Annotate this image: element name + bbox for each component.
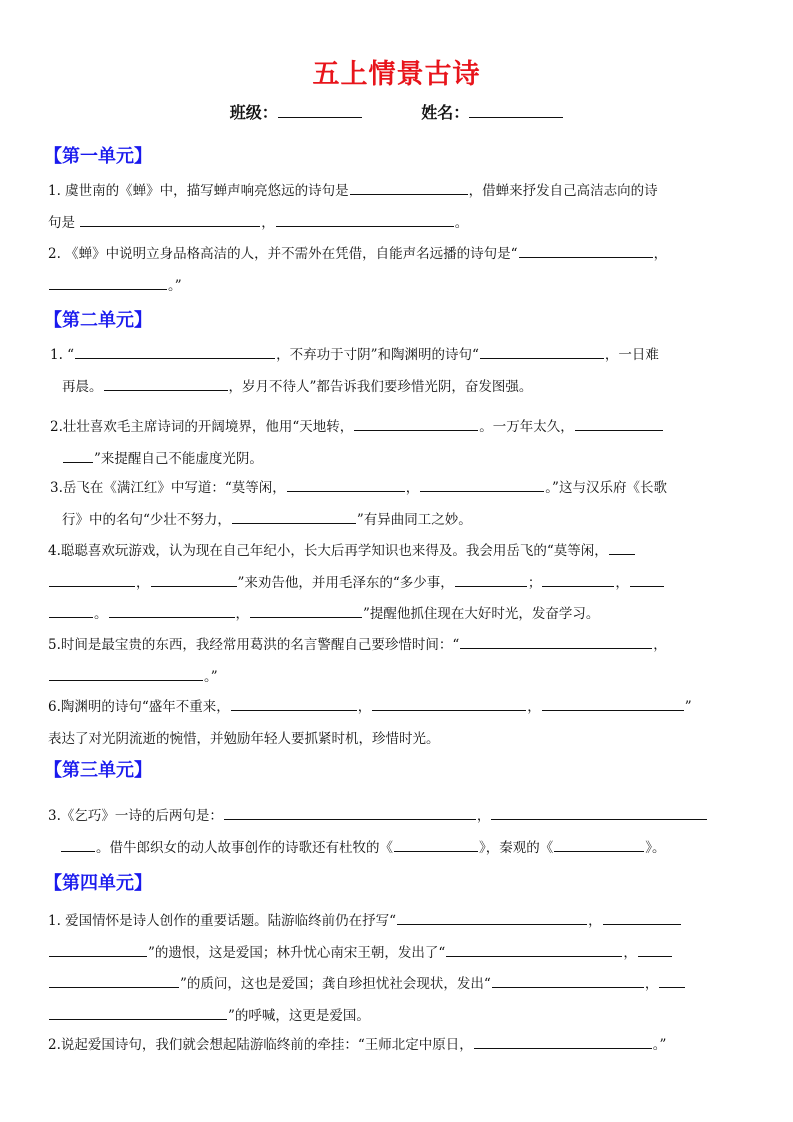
answer-blank[interactable] [80,213,260,227]
text: ， [527,699,541,715]
answer-blank[interactable] [372,697,526,711]
text: ” [684,699,692,715]
answer-blank[interactable] [49,943,147,957]
answer-blank[interactable] [554,838,644,852]
text: ”的呼喊，这更是爱国。 [228,1007,370,1024]
answer-blank[interactable] [492,974,644,988]
page-title: 五上情景古诗 [312,59,481,90]
answer-blank[interactable] [49,573,135,587]
question-u3q3 [48,801,748,864]
answer-blank[interactable] [49,667,203,681]
answer-blank[interactable] [49,276,167,290]
unit-2-heading: 【第二单元】 [44,310,152,331]
text: 。”这与汉乐府《长歌 [545,480,667,496]
answer-blank[interactable] [630,573,664,587]
text: 4.聪聪喜欢玩游戏，认为现在自己年纪小，长大后再学知识也来得及。我会用岳飞的“莫等闲， [48,543,608,559]
text: ，借蝉来抒发自己高洁志向的诗 [468,183,658,199]
text: ， [405,480,420,496]
text: 行》中的名句“少壮不努力， [62,511,231,528]
question-u1q1 [48,176,748,239]
answer-blank[interactable] [474,1035,652,1049]
name-label: 姓名： [421,103,470,122]
text: ”有异曲同工之妙。 [356,511,472,528]
unit-3-heading: 【第三单元】 [44,760,152,781]
answer-blank[interactable] [350,181,468,195]
text: ， [235,606,249,622]
text: ， [261,214,275,231]
answer-blank[interactable] [491,806,707,820]
text: 》，秦观的《 [479,839,554,856]
text: ， [615,574,629,591]
answer-blank[interactable] [49,604,93,618]
text: ”来提醒自己不能虚度光阴。 [94,450,263,467]
text: ， [136,574,150,591]
text: 。” [652,1037,667,1053]
answer-blank[interactable] [104,377,228,391]
question-u2q6 [48,692,748,755]
unit-1-heading: 【第一单元】 [44,146,152,167]
answer-blank[interactable] [49,974,179,988]
answer-blank[interactable] [224,806,476,820]
question-u2q3 [50,473,750,536]
text: ， [588,913,602,929]
answer-blank[interactable] [542,697,684,711]
text: 。一万年太久， [479,419,574,435]
answer-blank[interactable] [151,573,237,587]
answer-blank[interactable] [609,541,635,555]
answer-blank[interactable] [109,604,235,618]
answer-blank[interactable] [480,345,604,359]
answer-blank[interactable] [460,635,652,649]
text: ， [644,976,659,992]
answer-blank[interactable] [519,244,653,258]
text: ； [527,574,542,591]
answer-blank[interactable] [250,604,362,618]
answer-blank[interactable] [455,573,527,587]
text: ， [357,699,372,715]
text: 再晨。 [62,378,103,395]
text: 2. 《蝉》中说明立身品格高洁的人，并不需外在凭借，自能声名远播的诗句是“ [48,246,518,262]
question-u2q4 [48,536,748,631]
answer-blank[interactable] [397,911,587,925]
answer-blank[interactable] [49,1006,227,1020]
text: 1. “ [50,347,75,363]
text: 。借牛郎织女的动人故事创作的诗歌还有杜牧的《 [96,839,393,856]
unit-4-heading: 【第四单元】 [44,873,152,894]
text: 》。 [645,839,666,856]
text: 6.陶渊明的诗句“盛年不重来， [48,699,230,715]
answer-blank[interactable] [287,478,405,492]
answer-blank[interactable] [232,510,356,524]
class-blank[interactable] [278,103,362,118]
text: 。 [94,606,108,622]
text: 2.说起爱国诗句，我们就会想起陆游临终前的牵挂：“王师北定中原日， [48,1037,473,1053]
question-u2q2 [50,412,750,475]
text: 表达了对光阴流逝的惋惜，并勉励年轻人要抓紧时机，珍惜时光。 [48,730,440,747]
answer-blank[interactable] [420,478,544,492]
text: 。” [168,277,182,294]
text: ，岁月不待人”都告诉我们要珍惜光阴，奋发图强。 [228,378,533,395]
text: ， [476,808,491,824]
answer-blank[interactable] [61,838,95,852]
text: 5.时间是最宝贵的东西，我经常用葛洪的名言警醒自己要珍惜时间：“ [48,637,460,653]
question-u4q2 [48,1030,748,1062]
question-u1q2 [48,239,748,302]
text: 1. 虞世南的《蝉》中，描写蝉声响亮悠远的诗句是 [48,183,349,199]
answer-blank[interactable] [638,943,672,957]
answer-blank[interactable] [276,213,454,227]
name-blank[interactable] [469,103,563,118]
text: 2.壮壮喜欢毛主席诗词的开阔境界，他用“天地转， [50,419,354,435]
question-u2q5 [48,630,748,693]
text: 。 [454,214,469,231]
text: ， [653,246,668,262]
text: 3.岳飞在《满江红》中写道：“莫等闲， [50,480,286,496]
answer-blank[interactable] [542,573,614,587]
question-u4q1 [48,906,748,1032]
answer-blank[interactable] [394,838,478,852]
answer-blank[interactable] [231,697,357,711]
text: ， [623,944,637,961]
text: 句是 [48,214,75,231]
text: ，一日难 [604,347,659,363]
text: ， [653,637,667,653]
question-u2q1 [50,340,750,403]
class-label: 班级： [229,103,278,122]
text: ”的遗恨，这是爱国；林升忧心南宋王朝，发出了“ [148,944,446,961]
text: 1. 爱国情怀是诗人创作的重要话题。陆游临终前仍在抒写“ [48,913,397,929]
text: ，不弃功于寸阴”和陶渊明的诗句“ [276,347,479,363]
text: ”提醒他抓住现在大好时光，发奋学习。 [363,606,600,622]
answer-blank[interactable] [603,911,681,925]
text: 3.《乞巧》一诗的后两句是： [48,808,223,824]
answer-blank[interactable] [354,417,478,431]
answer-blank[interactable] [446,943,622,957]
answer-blank[interactable] [63,449,93,463]
class-field [230,100,362,123]
text: 。” [204,668,218,685]
student-info [0,100,793,123]
answer-blank[interactable] [659,974,685,988]
text: ”的质问，这也是爱国；龚自珍担忧社会现状，发出“ [180,976,491,992]
name-field [421,100,563,123]
text: ”来劝告他，并用毛泽东的“多少事， [237,574,454,591]
answer-blank[interactable] [575,417,663,431]
answer-blank[interactable] [75,345,275,359]
